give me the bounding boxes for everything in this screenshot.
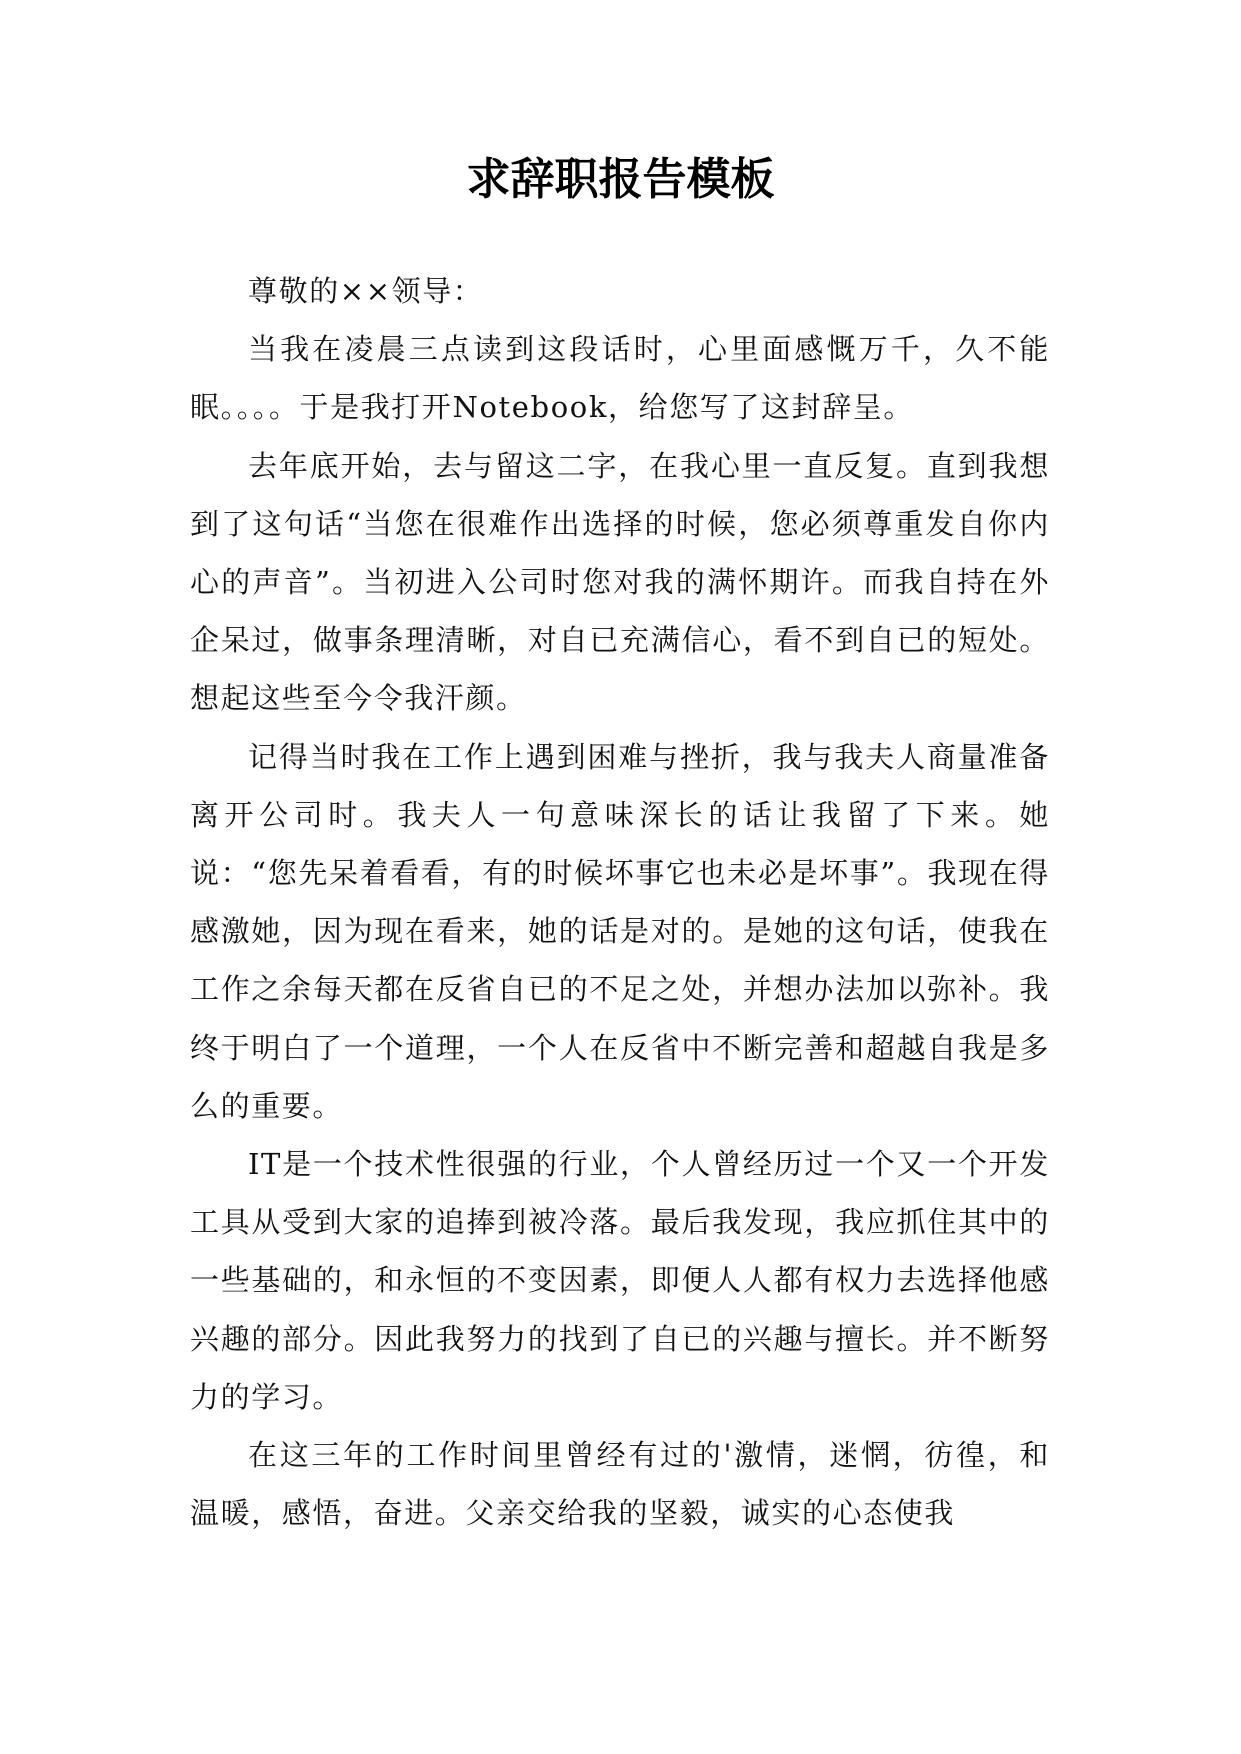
document-title: 求辞职报告模板 — [466, 154, 775, 205]
body-paragraph: 去年底开始，去与留这二字，在我心里一直反复。直到我想到了这句话“当您在很难作出选择的时候，您必须尊重发自你内心的声音”。当初进入公司时您对我的满怀期许。而我自持在外企呆过，做事条理清晰，对自已充满信心，看不到自已的短处。想起这些至今令我汗颜。 — [190, 448, 1050, 716]
document-body — [190, 262, 1050, 1542]
body-paragraph: 当我在凌晨三点读到这段话时，心里面感慨万千，久不能眠。。。。于是我打开Notebook，给您写了这封辞呈。 — [190, 332, 1050, 425]
body-paragraph: IT是一个技术性很强的行业，个人曾经历过一个又一个开发工具从受到大家的追捧到被冷落。最后我发现，我应抓住其中的一些基础的，和永恒的不变因素，即便人人都有权力去选择他感兴趣的部分。因此我努力的找到了自已的兴趣与擅长。并不断努力的学习。 — [190, 1147, 1050, 1414]
body-paragraph: 记得当时我在工作上遇到困难与挫折，我与我夫人商量准备离开公司时。我夫人一句意味深长的话让我留了下来。她说：“您先呆着看看，有的时候坏事它也未必是坏事”。我现在得感激她，因为现在看来，她的话是对的。是她的这句话，使我在工作之余每天都在反省自已的不足之处，并想办法加以弥补。我终于明白了一个道理，一个人在反省中不断完善和超越自我是多么的重要。 — [190, 739, 1050, 1123]
body-paragraph: 在这三年的工作时间里曾经有过的'激情，迷惘，彷徨，和温暖，感悟，奋进。父亲交给我的坚毅，诚实的心态使我 — [190, 1438, 1050, 1531]
salutation-paragraph: 尊敬的××领导： — [248, 274, 484, 308]
